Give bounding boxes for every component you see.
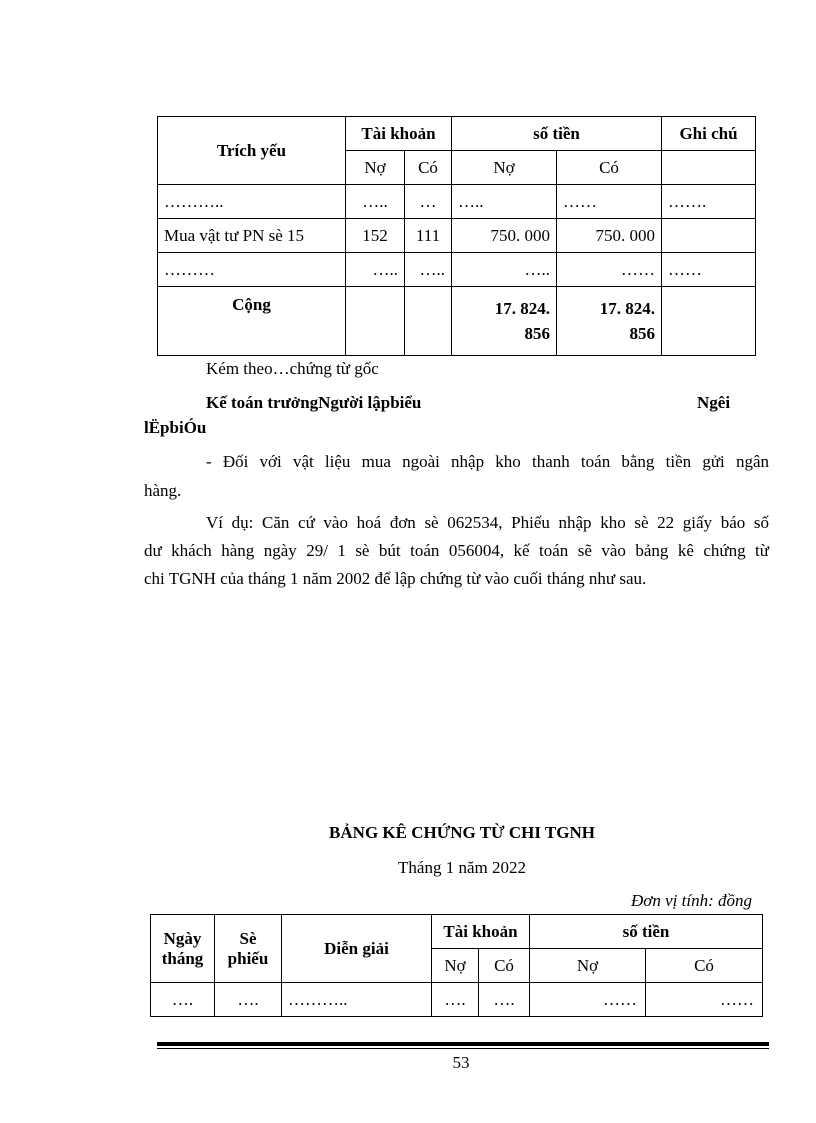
cell-st-no: ….. [452,253,557,287]
cell-ghi-chu: …… [662,253,756,287]
cell-st-co: …… [646,983,763,1017]
total-st-co-line1: 17. 824. [599,299,655,318]
cell-tk-no: 152 [346,219,405,253]
cell-trich-yeu: ……… [158,253,346,287]
header-dien-giai: Diễn giải [282,915,432,983]
summary-table [157,116,756,356]
header-phieu: phiếu [227,948,269,968]
table-row [158,185,756,219]
subheader-tk-co: Có [405,151,452,185]
para2-line1: Ví dụ: Căn cứ vào hoá đơn sè 062534, Phiếu nhập kho sè 22 giấy báo số [206,513,769,532]
cell-tk-no: ….. [346,253,405,287]
cell-st-no: ….. [452,185,557,219]
total-tk-no [346,287,405,356]
header-ngay-thang [151,915,215,983]
cell-st-no: …… [530,983,646,1017]
cell-trich-yeu: Mua vật tư PN sè 15 [158,219,346,253]
page-number: 53 [452,1053,470,1072]
header-ngay: Ngày [163,928,202,948]
header-trich-yeu: Trích yếu [158,117,346,185]
cell-tk-co: ….. [405,253,452,287]
cell-st-co: …… [557,185,662,219]
total-st-co-line2: 856 [629,324,655,343]
subheader-tk-no: Nợ [432,949,479,983]
total-st-no-line2: 856 [524,324,550,343]
total-label: Cộng [158,287,346,356]
cell-tk-co: …. [479,983,530,1017]
signers-left: Kế toán trưởngNgười lậpbiểu [206,393,422,412]
subheader-tk-no: Nợ [346,151,405,185]
unit-label: Đơn vị tính: đồng [631,891,752,910]
total-ghi-chu [662,287,756,356]
subheader-ghi-chu-blank [662,151,756,185]
para1-line2: hàng. [144,481,182,500]
header-so-tien: số tiền [452,117,662,151]
subheader-st-no: Nợ [530,949,646,983]
cell-tk-co: … [405,185,452,219]
table-row [158,253,756,287]
cell-ghi-chu [662,219,756,253]
cell-tk-no: ….. [346,185,405,219]
cell-st-no: 750. 000 [452,219,557,253]
cell-phieu: …. [215,983,282,1017]
kem-theo-line: Kém theo…chứng từ gốc [206,359,379,378]
voucher-table [150,914,763,1017]
cell-tk-no: …. [432,983,479,1017]
header-tai-khoan: Tài khoản [432,915,530,949]
cell-st-co: 750. 000 [557,219,662,253]
footer-rule-thick [157,1042,769,1046]
header-so-tien: số tiền [530,915,763,949]
total-st-no [452,287,557,356]
total-st-no-line1: 17. 824. [494,299,550,318]
cell-ngay: …. [151,983,215,1017]
header-tai-khoan: Tài khoản [346,117,452,151]
cell-tk-co: 111 [405,219,452,253]
header-ghi-chu: Ghi chú [662,117,756,151]
signers-wrap: lËpbiÓu [144,418,207,437]
subheader-st-no: Nợ [452,151,557,185]
section-subtitle: Tháng 1 năm 2022 [398,858,526,877]
subheader-tk-co: Có [479,949,530,983]
header-thang: tháng [161,948,204,968]
cell-ghi-chu: ……. [662,185,756,219]
total-tk-co [405,287,452,356]
subheader-st-co: Có [646,949,763,983]
total-row [158,287,756,356]
signers-right: Ngêi [697,393,731,412]
cell-dien-giai: ……….. [282,983,432,1017]
para1-line1: - Đối với vật liệu mua ngoài nhập kho thanh toán bằng tiền gửi ngân [206,452,769,471]
total-st-co [557,287,662,356]
cell-trich-yeu: ……….. [158,185,346,219]
header-so-phieu [215,915,282,983]
header-se: Sè [239,928,257,948]
section-title: BẢNG KÊ CHỨNG TỪ CHI TGNH [329,823,595,842]
subheader-st-co: Có [557,151,662,185]
table-row [151,983,763,1017]
para2-line2: dư khách hàng ngày 29/ 1 sè bút toán 056004, kế toán sẽ vào bảng kê chứng từ [144,541,769,560]
cell-st-co: …… [557,253,662,287]
table-row [158,219,756,253]
para2-line3: chi TGNH của tháng 1 năm 2002 để lập chứng từ vào cuối tháng như sau. [144,569,647,588]
